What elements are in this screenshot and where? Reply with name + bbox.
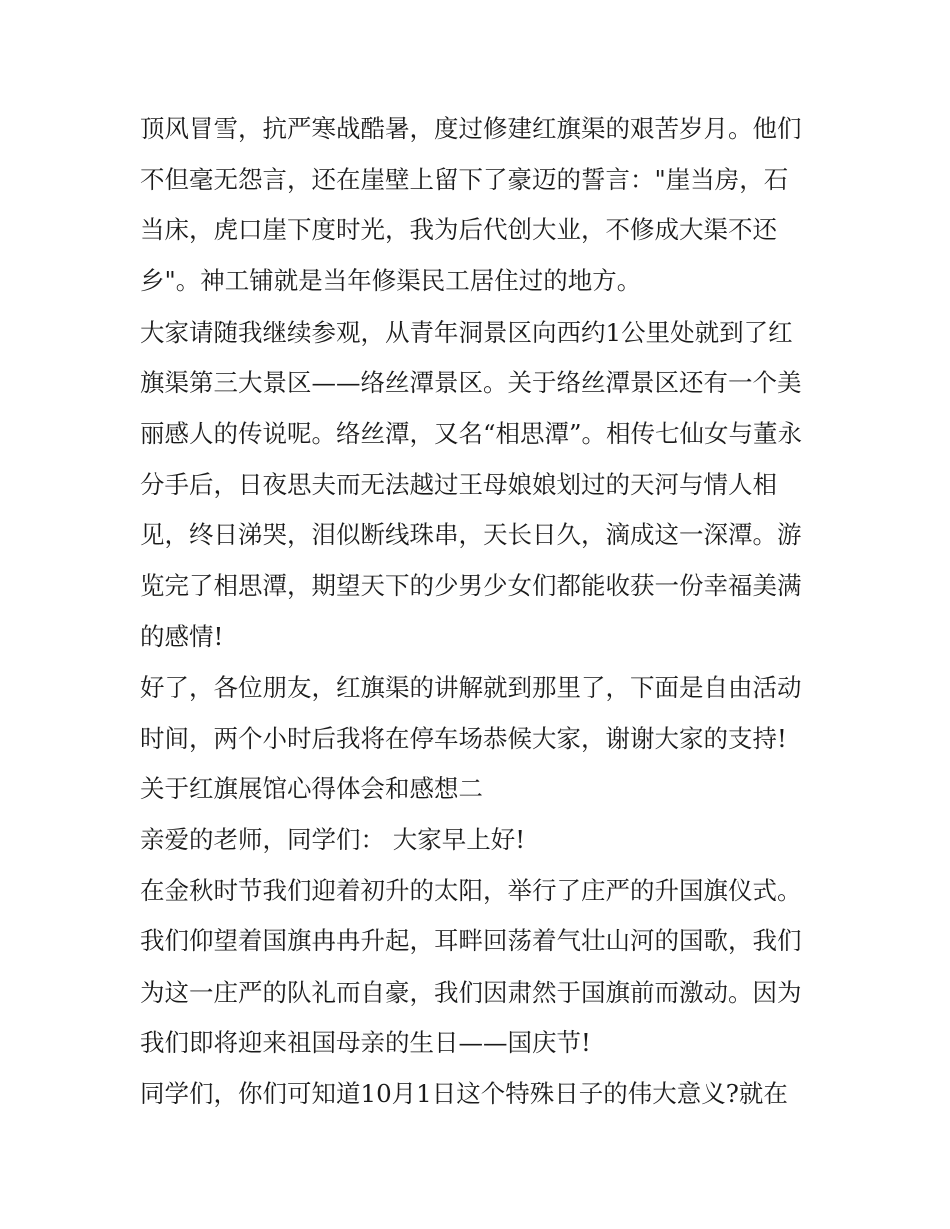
text-line: 好了，各位朋友，红旗渠的讲解就到那里了，下面是自由活动	[140, 673, 802, 702]
text-line: 在金秋时节我们迎着初升的太阳，举行了庄严的升国旗仪式。	[140, 876, 802, 905]
text-line: 当床，虎口崖下度时光，我为后代创大业，不修成大渠不还	[140, 215, 777, 244]
text-line: 亲爱的老师，同学们： 大家早上好!	[140, 825, 526, 854]
text-line: 的感情!	[140, 622, 224, 651]
text-line: 我们仰望着国旗冉冉升起，耳畔回荡着气壮山河的国歌，我们	[140, 926, 802, 955]
text-line: 旗渠第三大景区——络丝潭景区。关于络丝潭景区还有一个美	[140, 368, 802, 397]
text-line: 分手后，日夜思夫而无法越过王母娘娘划过的天河与情人相	[140, 470, 777, 499]
text-line: 我们即将迎来祖国母亲的生日——国庆节!	[140, 1028, 591, 1057]
text-line: 大家请随我继续参观，从青年洞景区向西约1公里处就到了红	[140, 318, 793, 347]
text-line: 见，终日涕哭，泪似断线珠串，天长日久，滴成这一深潭。游	[140, 520, 802, 549]
text-line: 丽感人的传说呢。络丝潭，又名“相思潭”。相传七仙女与董永	[140, 419, 803, 448]
text-line: 不但毫无怨言，还在崖壁上留下了豪迈的誓言："崖当房，石	[140, 165, 789, 194]
section-heading: 关于红旗展馆心得体会和感想二	[140, 774, 483, 803]
text-line: 时间，两个小时后我将在停车场恭候大家，谢谢大家的支持!	[140, 724, 787, 753]
text-line: 览完了相思潭，期望天下的少男少女们都能收获一份幸福美满	[140, 571, 802, 600]
text-line: 同学们，你们可知道10月1日这个特殊日子的伟大意义?就在	[140, 1079, 788, 1108]
text-line: 为这一庄严的队礼而自豪，我们因肃然于国旗前而激动。因为	[140, 978, 802, 1007]
text-line: 乡"。神工铺就是当年修渠民工居住过的地方。	[140, 266, 642, 295]
text-line: 顶风冒雪，抗严寒战酷暑，度过修建红旗渠的艰苦岁月。他们	[140, 114, 802, 143]
